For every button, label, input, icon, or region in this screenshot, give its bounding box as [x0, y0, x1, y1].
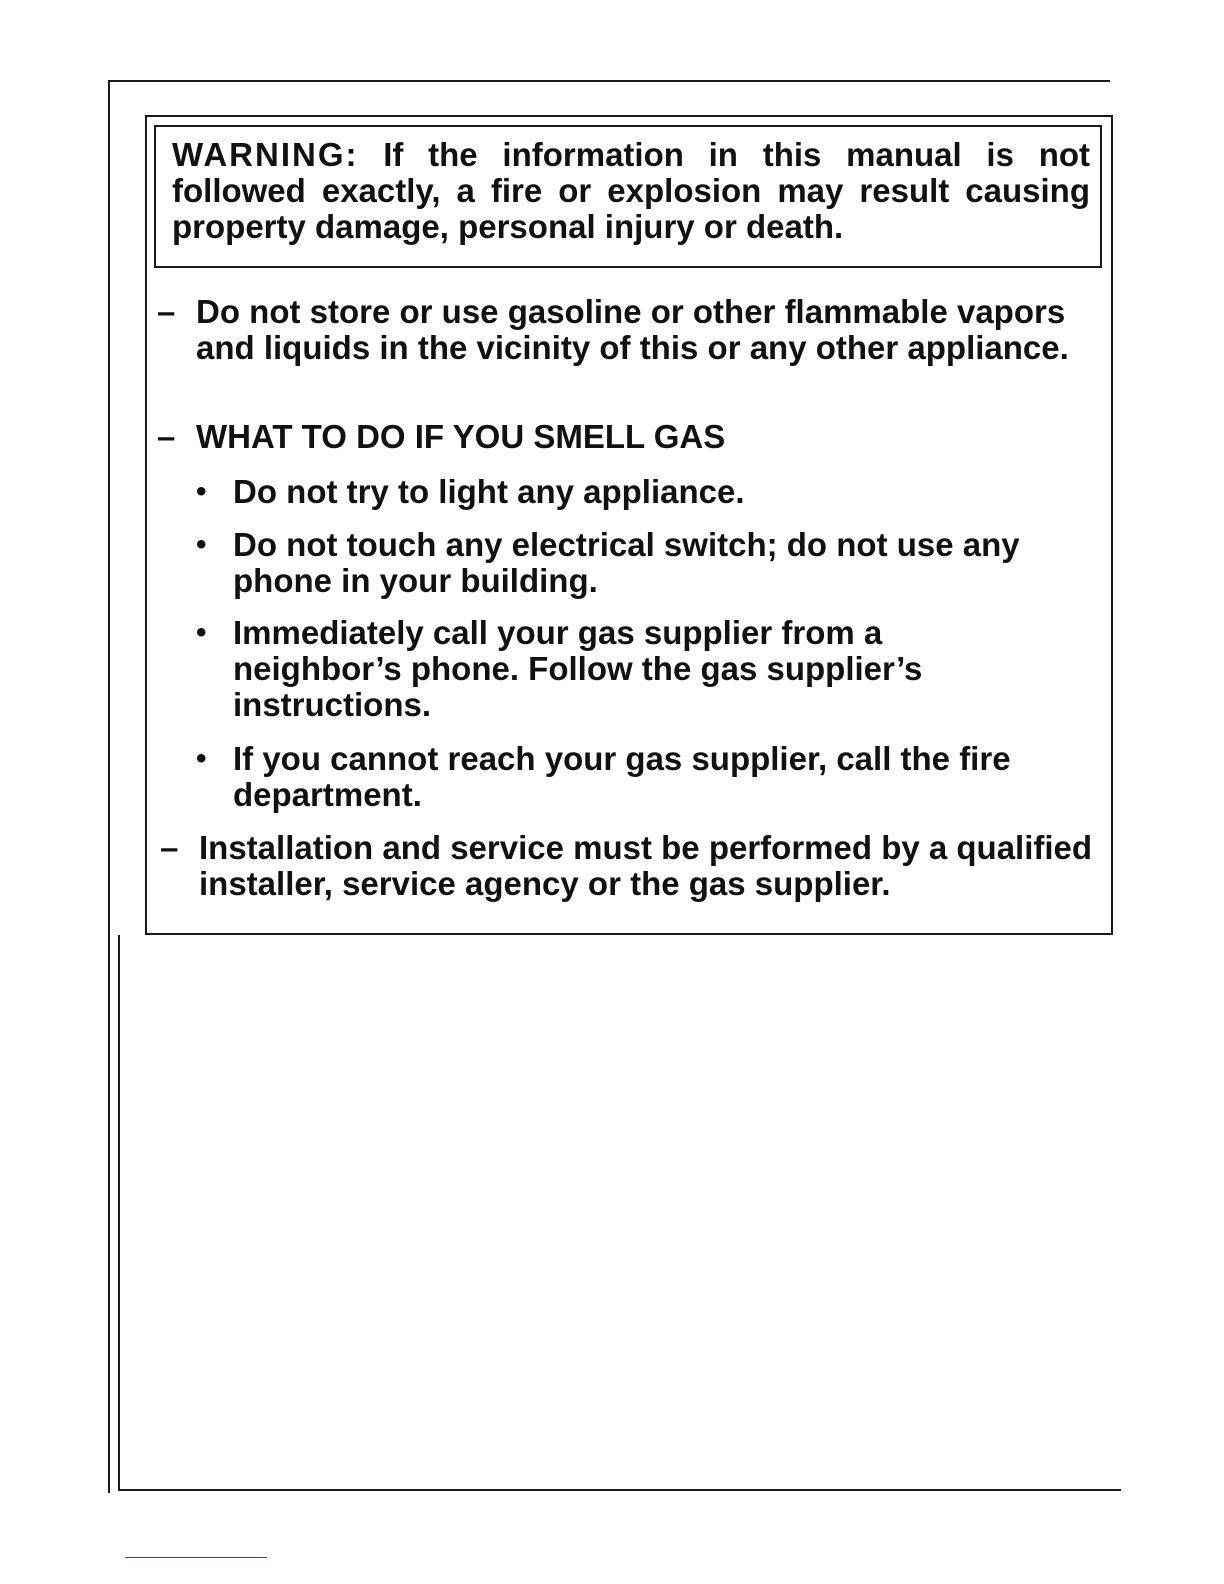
warning-box: [154, 125, 1102, 268]
bullet-marker: •: [196, 742, 207, 775]
dash-marker: –: [157, 418, 176, 455]
bullet-marker: •: [196, 528, 207, 561]
warning-body: If the information in this manual is not followed exactly, a fire or explosion may result causing property damage, personal injury or death.: [172, 136, 1090, 245]
bullet-marker: •: [196, 475, 207, 508]
dash-marker: –: [160, 829, 179, 866]
bullet-item: Do not touch any electrical switch; do not use any phone in your building.: [233, 526, 1020, 599]
footer-rule: [125, 1557, 267, 1558]
bullet-marker: •: [196, 616, 207, 649]
instruction-item-smell-gas: WHAT TO DO IF YOU SMELL GAS: [196, 418, 726, 455]
dash-marker: –: [157, 293, 176, 330]
bullet-item: Do not try to light any appliance.: [233, 473, 745, 510]
warning-text: [172, 137, 1090, 245]
instruction-item-installation: Installation and service must be performed by a qualified installer, service agency or the gas supplier.: [199, 829, 1093, 902]
page-frame-left-rule: [118, 935, 120, 1491]
instruction-item-storage: Do not store or use gasoline or other flammable vapors and liquids in the vicinity of this or any other appliance.: [196, 293, 1069, 366]
bullet-item: Immediately call your gas supplier from a neighbor’s phone. Follow the gas supplier’s instructions.: [233, 614, 923, 723]
warning-label: WARNING:: [172, 136, 359, 173]
bullet-item: If you cannot reach your gas supplier, call the fire department.: [233, 740, 1011, 813]
page-bottom-rule: [118, 1489, 1121, 1491]
